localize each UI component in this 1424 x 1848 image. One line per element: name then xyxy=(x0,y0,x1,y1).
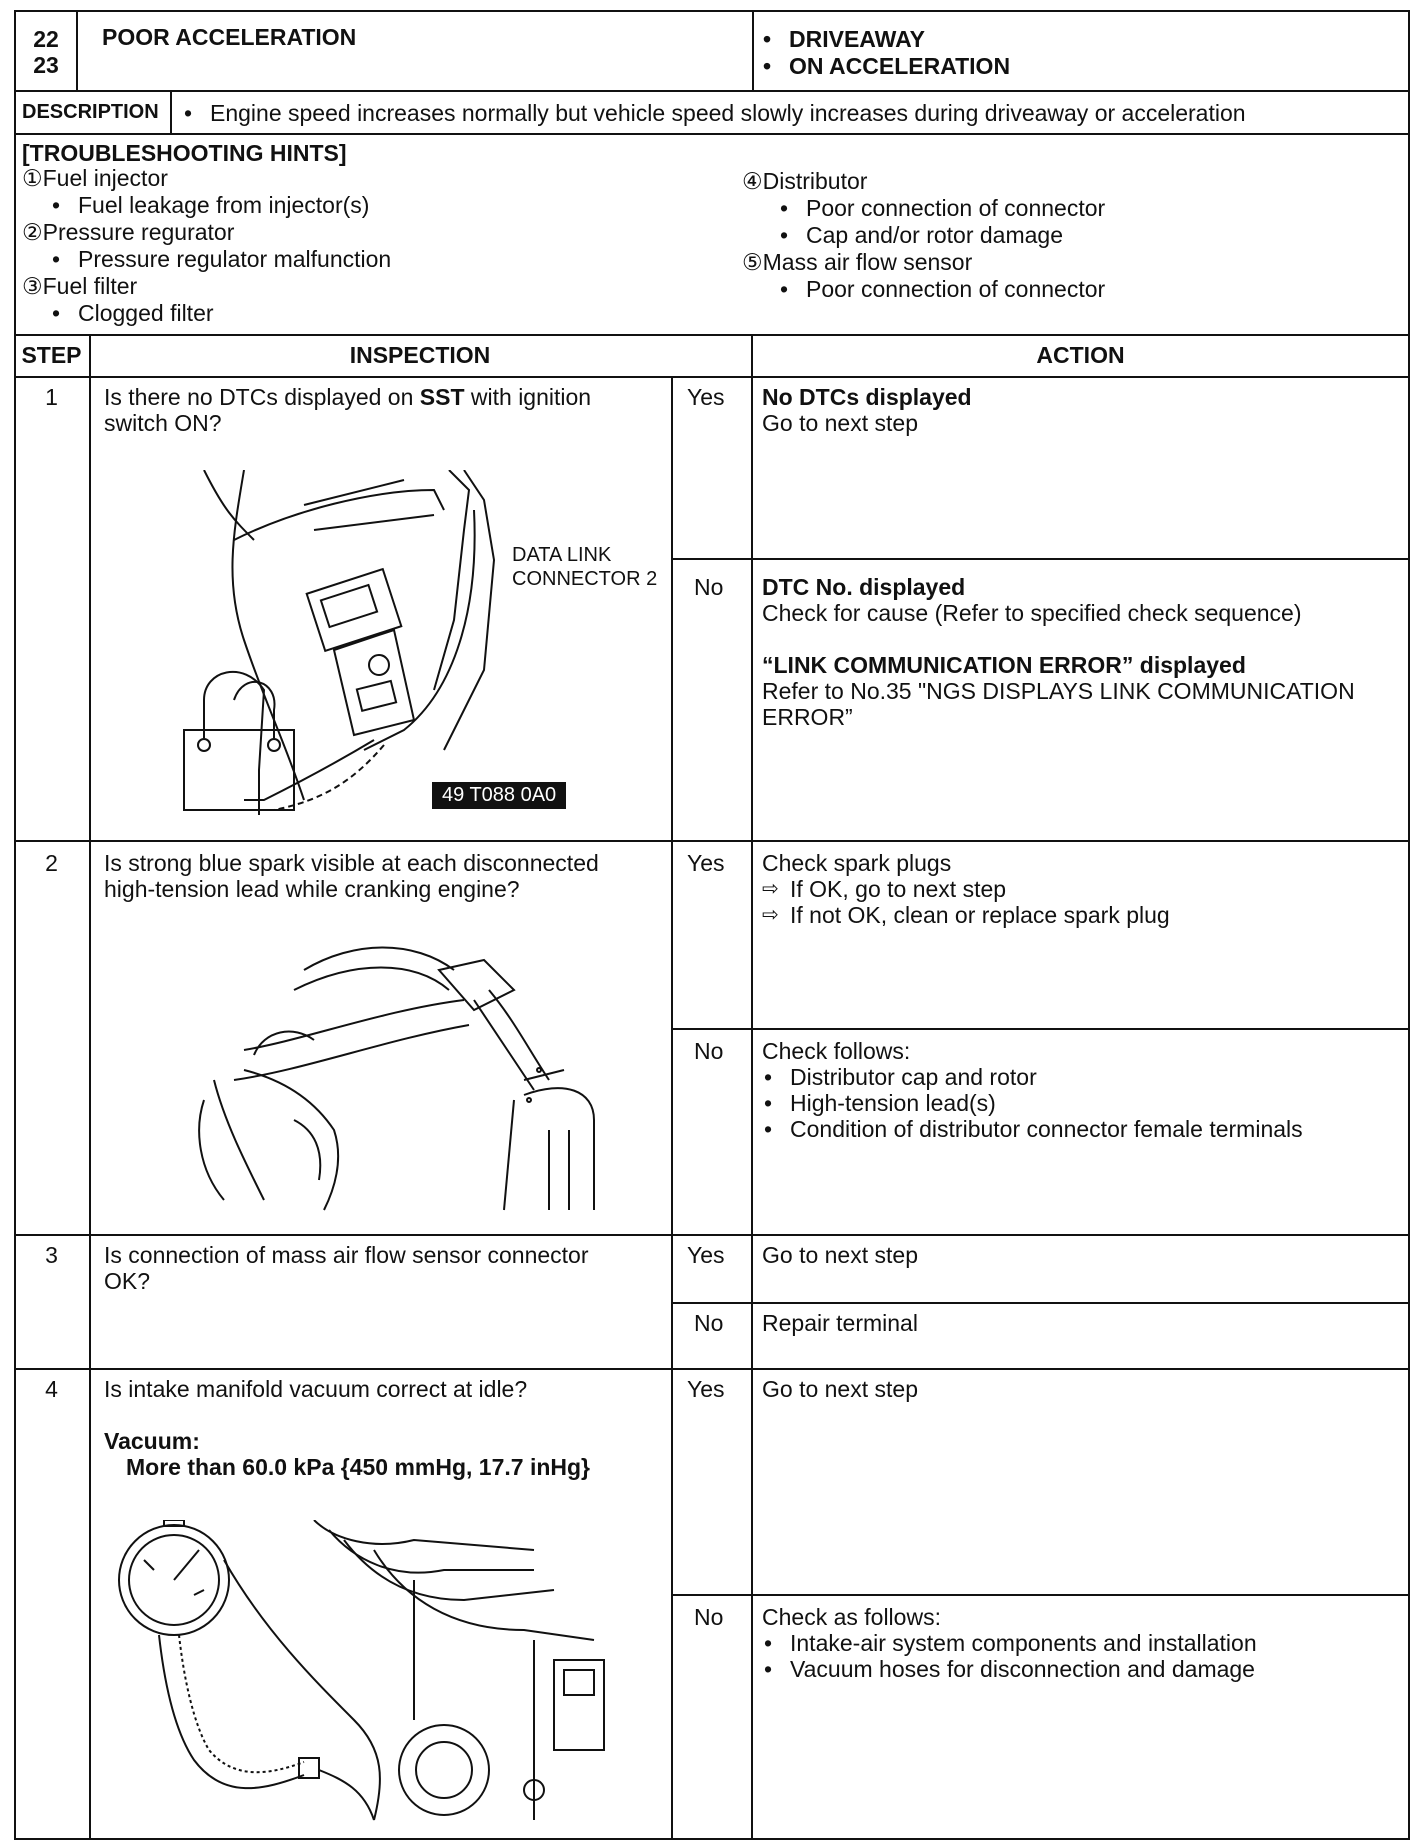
step-3-yes-text: Go to next step xyxy=(762,1242,918,1268)
hint-item: • Poor connection of connector xyxy=(806,195,1105,222)
step-4-no-item: • Intake-air system components and installation xyxy=(790,1630,1257,1657)
step-4-question: Is intake manifold vacuum correct at idle? xyxy=(104,1376,528,1402)
document-sheet xyxy=(14,10,1410,1840)
step-3-no-text: Repair terminal xyxy=(762,1310,918,1336)
step-1-number: 1 xyxy=(45,384,58,410)
step-3-no-label: No xyxy=(694,1310,724,1336)
step-1-no-text-2a: Refer to No.35 "NGS DISPLAYS LINK COMMUNICATION xyxy=(762,678,1355,704)
code-bottom: 23 xyxy=(33,52,59,78)
step-2-yes-text: Check spark plugs xyxy=(762,850,952,876)
condition-on-acceleration: • ON ACCELERATION xyxy=(789,53,1010,80)
step-2-no-item: • Condition of distributor connector female terminals xyxy=(790,1116,1303,1143)
step-1-yes-label: Yes xyxy=(687,384,725,410)
header-action: ACTION xyxy=(1036,342,1125,368)
step-2-no-item: • Distributor cap and rotor xyxy=(790,1064,1037,1091)
condition-driveaway: • DRIVEAWAY xyxy=(789,26,925,53)
hint-item: • Fuel leakage from injector(s) xyxy=(78,192,369,219)
step-1-no-title-2: “LINK COMMUNICATION ERROR” displayed xyxy=(762,652,1246,678)
step-4-no-label: No xyxy=(694,1604,724,1630)
step-2-question-cont: high-tension lead while cranking engine? xyxy=(104,876,520,902)
step-1-question: Is there no DTCs displayed on SST with ignition xyxy=(104,384,592,410)
page-title: POOR ACCELERATION xyxy=(102,24,357,50)
code-top: 22 xyxy=(33,26,59,52)
step-2-no-label: No xyxy=(694,1038,724,1064)
data-link-connector-illustration xyxy=(164,470,664,830)
hint-maf-sensor: ⑤Mass air flow sensor xyxy=(742,249,973,275)
step-4-yes-text: Go to next step xyxy=(762,1376,918,1402)
description-label: DESCRIPTION xyxy=(22,101,159,123)
step-2-no-text: Check follows: xyxy=(762,1038,911,1064)
step-1-question-cont: switch ON? xyxy=(104,410,222,436)
step-1-no-text: Check for cause (Refer to specified check sequence) xyxy=(762,600,1302,626)
hint-distributor: ④Distributor xyxy=(742,168,868,194)
step-2-yes-item: ⇨ If not OK, clean or replace spark plug xyxy=(790,902,1170,929)
step-1-no-text-2b: ERROR” xyxy=(762,704,853,730)
hint-fuel-filter: ③Fuel filter xyxy=(22,273,138,299)
description-text: • Engine speed increases normally but vehicle speed slowly increases during driveaway or acceleration xyxy=(210,100,1246,127)
header-step: STEP xyxy=(21,342,82,368)
vacuum-gauge-illustration xyxy=(114,1520,654,1835)
step-1-no-label: No xyxy=(694,574,724,600)
step-2-number: 2 xyxy=(45,850,58,876)
vacuum-spec-label: Vacuum: xyxy=(104,1428,200,1454)
step-3-yes-label: Yes xyxy=(687,1242,725,1268)
step-1-yes-text: Go to next step xyxy=(762,410,918,436)
step-4-number: 4 xyxy=(45,1376,58,1402)
step-4-yes-label: Yes xyxy=(687,1376,725,1402)
figure-label-connector: CONNECTOR 2 xyxy=(512,568,658,590)
step-3-number: 3 xyxy=(45,1242,58,1268)
step-4-no-text: Check as follows: xyxy=(762,1604,941,1630)
hint-item: • Clogged filter xyxy=(78,300,214,327)
step-2-yes-label: Yes xyxy=(687,850,725,876)
hint-fuel-injector: ①Fuel injector xyxy=(22,165,168,191)
hint-item: • Pressure regulator malfunction xyxy=(78,246,391,273)
hint-pressure-regulator: ②Pressure regurator xyxy=(22,219,235,245)
hints-title: [TROUBLESHOOTING HINTS] xyxy=(22,140,347,166)
header-inspection: INSPECTION xyxy=(349,342,491,368)
sst-part-number: 49 T088 0A0 xyxy=(432,782,566,809)
step-2-no-item: • High-tension lead(s) xyxy=(790,1090,996,1117)
step-4-no-item: • Vacuum hoses for disconnection and damage xyxy=(790,1656,1255,1683)
step-3-question: Is connection of mass air flow sensor connector xyxy=(104,1242,589,1268)
step-2-question: Is strong blue spark visible at each disconnected xyxy=(104,850,599,876)
step-1-no-title: DTC No. displayed xyxy=(762,574,966,600)
step-2-yes-item: ⇨ If OK, go to next step xyxy=(790,876,1006,903)
spark-test-illustration xyxy=(184,930,604,1220)
hint-item: • Cap and/or rotor damage xyxy=(806,222,1063,249)
hint-item: • Poor connection of connector xyxy=(806,276,1105,303)
step-3-question-cont: OK? xyxy=(104,1268,151,1294)
vacuum-spec-value: More than 60.0 kPa {450 mmHg, 17.7 inHg} xyxy=(126,1454,591,1480)
figure-label-data-link: DATA LINK xyxy=(512,544,612,566)
step-1-yes-title: No DTCs displayed xyxy=(762,384,972,410)
